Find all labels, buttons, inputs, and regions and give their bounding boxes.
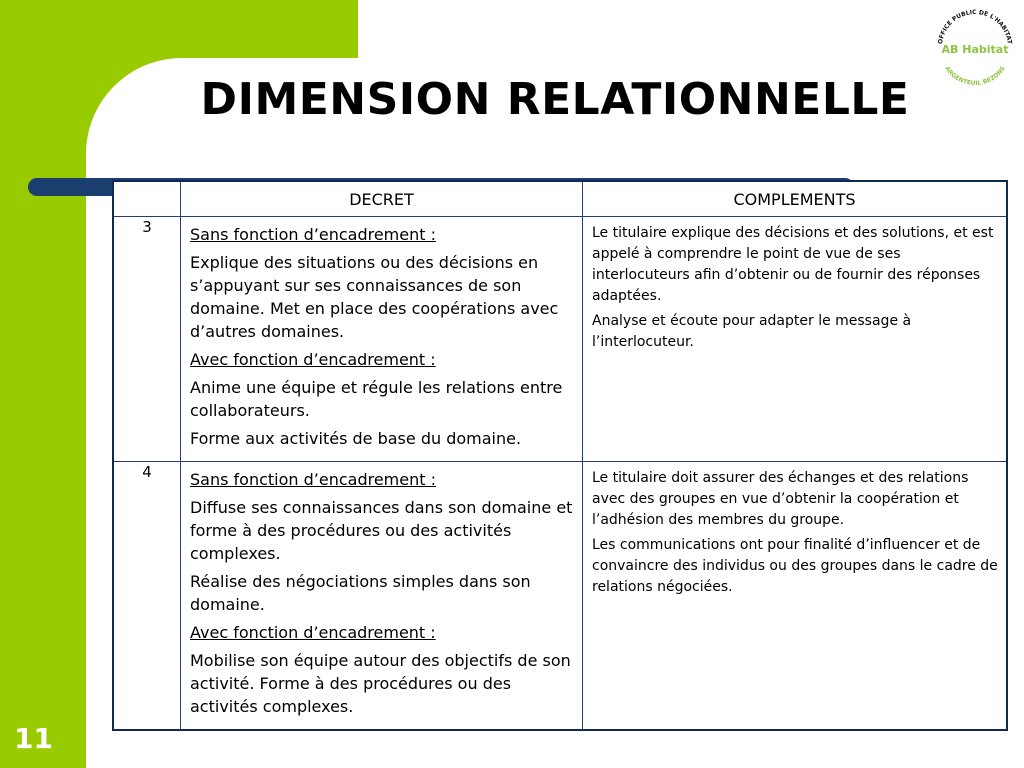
decret-paragraph: Mobilise son équipe autour des objectifs de son activité. Forme à des procédures ou des activités complexes.: [190, 651, 571, 716]
logo-arc-bottom: ARGENTEUIL BEZONS: [943, 65, 1007, 88]
decret-paragraph: Diffuse ses connaissances dans son domaine et forme à des procédures ou des activités complexes.: [190, 498, 573, 563]
decret-paragraph: Forme aux activités de base du domaine.: [190, 429, 522, 448]
decret-paragraph: Explique des situations ou des décisions en s’appuyant sur ses connaissances de son domaine. Met en place des coopérations avec d’autres domaines.: [190, 253, 559, 341]
decret-paragraph: Anime une équipe et régule les relations entre collaborateurs.: [190, 378, 563, 420]
complement-paragraph: Le titulaire doit assurer des échanges et des relations avec des groupes en vue d’obtenir la coopération et l’adhésion des membres du groupe.: [592, 470, 969, 528]
header-level: [113, 181, 181, 217]
decret-subheading: Sans fonction d’encadrement :: [190, 225, 436, 244]
decret-subheading: Sans fonction d’encadrement :: [190, 470, 436, 489]
relational-dimension-table: [112, 180, 1008, 731]
complements-cell: [583, 217, 1008, 462]
complement-paragraph: Les communications ont pour finalité d’influencer et de convaincre des individus ou des groupes dans le cadre de relations négociées.: [592, 537, 998, 595]
decret-subheading: Avec fonction d’encadrement :: [190, 350, 436, 369]
slide-number: 11: [14, 722, 53, 755]
decret-cell: [181, 462, 583, 731]
level-cell: 4: [113, 462, 181, 731]
decret-subheading: Avec fonction d’encadrement :: [190, 623, 436, 642]
header-complements: COMPLEMENTS: [583, 181, 1008, 217]
svg-text:ARGENTEUIL BEZONS: [943, 65, 1006, 87]
complement-paragraph: Analyse et écoute pour adapter le message à l’interlocuteur.: [592, 313, 912, 350]
complements-cell: [583, 462, 1008, 731]
svg-text:OFFICE PUBLIC DE L'HABITAT: [937, 9, 1013, 45]
header-decret: DECRET: [181, 181, 583, 217]
slide-title: DIMENSION RELATIONNELLE: [200, 74, 910, 125]
table-row: [113, 217, 1007, 462]
logo-arc-top: OFFICE PUBLIC DE L'HABITAT: [937, 8, 1013, 45]
table-header-row: [113, 181, 1007, 217]
level-cell: 3: [113, 217, 181, 462]
table-row: [113, 462, 1007, 731]
ab-habitat-logo: [932, 4, 1018, 90]
decret-cell: [181, 217, 583, 462]
logo-wordmark: AB Habitat: [941, 43, 1009, 56]
header-background: [358, 0, 1024, 60]
decret-paragraph: Réalise des négociations simples dans son domaine.: [190, 572, 531, 614]
complement-paragraph: Le titulaire explique des décisions et des solutions, et est appelé à comprendre le point de vue de ses interlocuteurs afin d’obtenir ou de fournir des réponses adaptées.: [592, 225, 994, 304]
